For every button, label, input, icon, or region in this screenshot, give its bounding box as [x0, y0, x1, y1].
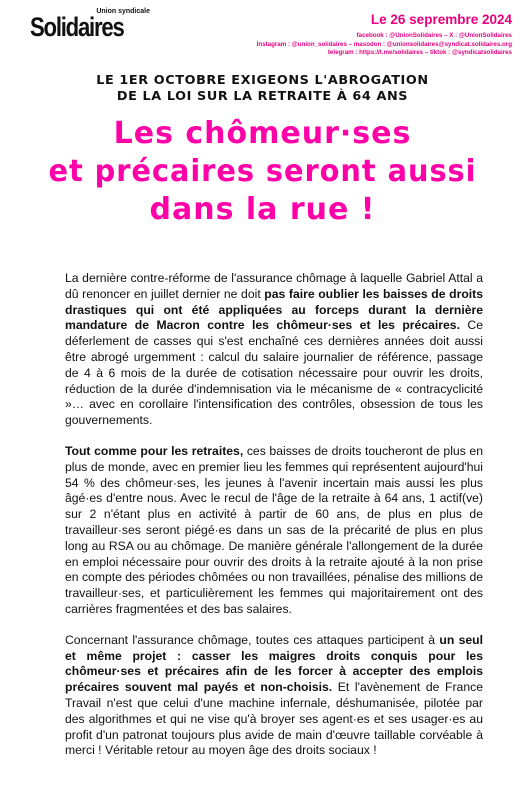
- article-body: [65, 271, 483, 774]
- logo-wordmark: Solidaires: [30, 12, 124, 42]
- emphasis-text: pas faire oublier les baisses de droits drastiques qui ont été appliquées au forceps durant la dernière mandature de Macron contre les chômeur·ses et les précaires.: [65, 286, 483, 333]
- body-text: Ce déferlement de casses qui s'est enchaîné ces dernières années doit aussi être abrogé urgemment : calcul du salaire journalier de référence, passage de 4 à 6 mois de la durée de cotisation nécessaire pour ouvrir les droits, réduction de la durée d'indemnisation via le mécanisme de « contracyclicité »… avec en corollaire l'intensification des contrôles, obsession de tous les gouvernements.: [65, 318, 483, 428]
- paragraph-3: [65, 633, 483, 759]
- header-info: [257, 11, 512, 58]
- paragraph-1: [65, 271, 483, 429]
- logo-tagline: Union syndicale: [96, 8, 150, 15]
- headline-line-3: dans la rue !: [149, 192, 376, 227]
- body-text: Concernant l'assurance chômage, toutes ces attaques participent à: [65, 632, 440, 647]
- publication-date: Le 26 seprembre 2024: [370, 12, 512, 27]
- subtitle-line-1: LE 1ER OCTOBRE EXIGEONS L'ABROGATION: [96, 73, 429, 88]
- body-text: La dernière contre-réforme de l'assurance chômage à laquelle Gabriel Attal a dû renoncer en juillet dernier ne doit: [65, 271, 483, 301]
- body-text: Et l'avènement de France Travail n'est que celui d'une machine infernale, déshumanisée, pilotée par des algorithmes et qui ne vise qu'à broyer ses agent·es et ses usager·es au profit d'un patronat toujours plus avide de main d'œuvre taillable corvéable à merci ! Véritable retour au moyen âge des droits sociaux !: [65, 680, 483, 758]
- subtitle-line-2: DE LA LOI SUR LA RETRAITE À 64 ANS: [116, 89, 409, 104]
- paragraph-2: [65, 444, 483, 618]
- social-line-3: telegram : https://t.me/solidaires – tiktok : @syndicatsolidaires: [327, 49, 512, 57]
- headline-line-1: Les chômeur·ses: [113, 116, 412, 151]
- emphasis-text: un seul et même projet : casser les maigres droits conquis pour les chômeur·ses et précaires afin de les forcer à accepter des emplois précaires souvent mal payés et non-choisis.: [65, 632, 483, 695]
- solidaires-logo: [30, 8, 160, 41]
- page-header: [0, 0, 525, 64]
- emphasis-text: Tout comme pour les retraites,: [65, 443, 244, 458]
- headline-line-2: et précaires seront aussi: [48, 154, 477, 189]
- social-line-1: facebook : @UnionSolidaires – X : @UnionSolidaires: [356, 32, 512, 39]
- body-text: ces baisses de droits toucheront de plus en plus de monde, avec en premier lieu les femmes qui représentent aujourd'hui 54 % des chômeur·ses, les jeunes à l'avenir incertain mais aussi les plus âgé·es d'entre nous. Avec le recul de l'âge de la retraite à 64 ans, 1 actif(ve) sur 2 n'étant plus en activité à partir de 60 ans, de plus en plus de travailleur·ses seront piégé·es dans un sas de la précarité de plus en plus long au RSA ou au chômage. De manière générale l'allongement de la durée en emploi nécessaire pour ouvrir des droits à la retraite ajouté à la non prise en compte des périodes chômées ou non travaillées, pénalise des millions de travailleur·ses, et particulièrement les femmes qui majoritairement ont des carrières fragmentées et des bas salaires.: [65, 443, 484, 616]
- social-line-2: Instagram : @union_solidaires – masodon : @unionsolidaires@syndicat.solidaires.org: [256, 40, 512, 48]
- subtitle: [0, 73, 525, 105]
- headline: [0, 115, 525, 229]
